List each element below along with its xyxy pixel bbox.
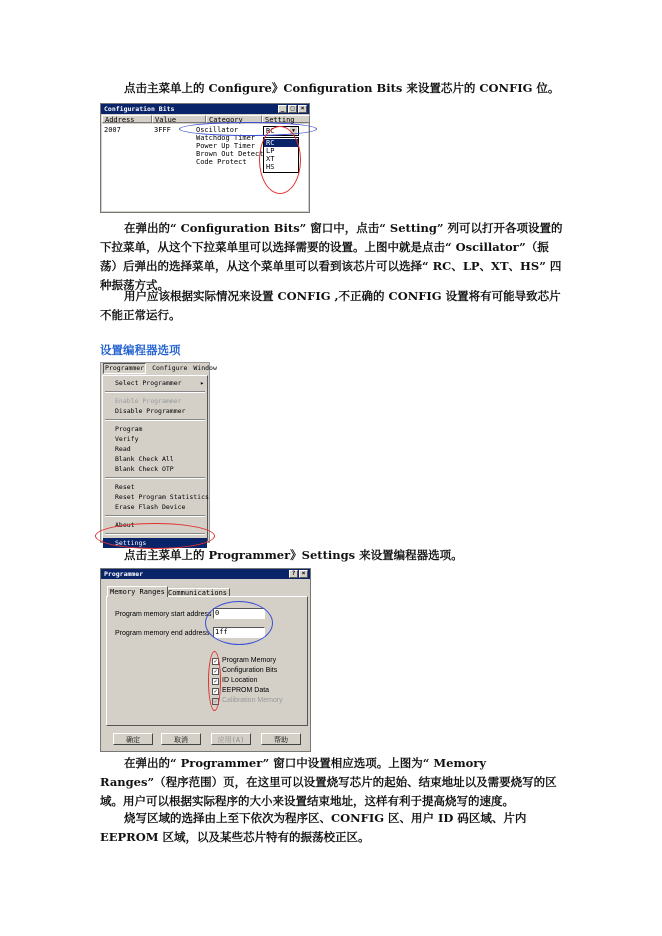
eeprom-data-checkbox[interactable]: ✓ [213, 688, 218, 695]
menu-configure[interactable]: Configure [152, 364, 188, 372]
category-watchdog[interactable]: Watchdog Timer [196, 134, 256, 142]
menu-item-program[interactable]: Program [115, 425, 143, 433]
start-address-input[interactable]: 0 [213, 608, 265, 619]
tab-panel [106, 596, 308, 726]
para-intro-config: 点击主菜单上的 Configure》Configuration Bits 来设置芯片的 CONFIG 位。 [124, 81, 560, 95]
option-rc[interactable]: RC [264, 139, 298, 147]
category-oscillator[interactable]: Oscillator [196, 126, 239, 134]
category-powerup[interactable]: Power Up Timer [196, 142, 256, 150]
cell-value: 3FFF [154, 126, 171, 134]
maximize-button[interactable]: □ [288, 105, 297, 113]
menu-item-disable-programmer[interactable]: Disable Programmer [115, 407, 186, 415]
config-titlebar [101, 104, 309, 114]
program-memory-label: Program Memory [222, 657, 277, 664]
header-value[interactable]: Value [152, 115, 206, 123]
close-button[interactable]: × [298, 105, 307, 113]
start-address-label: Program memory start address [115, 611, 212, 618]
apply-button: 应用(A) [211, 733, 251, 745]
close-button[interactable]: × [299, 570, 308, 578]
config-bits-window [100, 103, 310, 213]
programmer-title: Programmer [104, 570, 144, 578]
minimize-button[interactable]: _ [278, 105, 287, 113]
para-config-warning: 用户应该根据实际情况来设置 CONFIG ,不正确的 CONFIG 设置将有可能导致芯片不能正常运行。 [100, 289, 561, 322]
ok-button[interactable]: 确定 [113, 733, 153, 745]
menu-programmer[interactable]: Programmer [105, 364, 145, 372]
category-codeprotect[interactable]: Code Protect [196, 158, 247, 166]
para-config-explain: 在弹出的“ Configuration Bits” 窗口中，点击“ Setting” 列可以打开各项设置的下拉菜单，从这个下拉菜单里可以选择需要的设置。上图中就是点击“ Oscillator”（振荡）后弹出的选择菜单，从这个菜单里可以看到该芯片可以选择“ RC、LP、XT、HS” 四种振荡方式。 [100, 221, 563, 292]
header-category[interactable]: Category [206, 115, 262, 123]
setting-select[interactable] [263, 126, 299, 136]
tab-communications[interactable]: Communications [165, 588, 230, 597]
eeprom-data-label: EEPROM Data [222, 687, 270, 694]
menu-window[interactable]: Window [193, 364, 217, 372]
category-brownout[interactable]: Brown Out Detect [196, 150, 264, 158]
option-lp[interactable]: LP [266, 147, 275, 155]
menu-separator [105, 533, 205, 535]
para-memory-ranges: 在弹出的“ Programmer” 窗口中设置相应选项。上图为“ Memory Ranges”（程序范围）页，在这里可以设置烧写芯片的起始、结束地址以及需要烧写的区域。用户可以根据实际程序的大小来设置结束地址，这样有利于提高烧写的速度。 [100, 756, 557, 808]
cancel-button[interactable]: 取消 [161, 733, 201, 745]
menu-item-verify[interactable]: Verify [115, 435, 139, 443]
dropdown-arrow-icon[interactable]: ▼ [291, 128, 295, 134]
header-address[interactable]: Address [102, 115, 152, 123]
option-xt[interactable]: XT [266, 155, 275, 163]
end-address-input[interactable]: 1ff [213, 627, 265, 638]
menu-separator [105, 419, 205, 421]
section-heading: 设置编程器选项 [100, 343, 181, 357]
menu-item-about[interactable]: About [115, 521, 135, 529]
help-icon[interactable]: ? [289, 570, 298, 578]
menu-item-select-programmer[interactable] [103, 378, 207, 388]
menu-separator [105, 515, 205, 517]
option-hs[interactable]: HS [266, 163, 275, 171]
menu-item-enable-programmer: Enable Programmer [115, 397, 182, 405]
setting-value: RC [266, 127, 275, 135]
programmer-window [100, 568, 311, 752]
para-programmer-settings: 点击主菜单上的 Programmer》Settings 来设置编程器选项。 [124, 548, 463, 562]
config-header-row [102, 115, 308, 124]
header-setting[interactable]: Setting [262, 115, 310, 123]
configuration-bits-checkbox[interactable]: ✓ [213, 668, 218, 675]
help-button[interactable]: 帮助 [261, 733, 301, 745]
end-address-label: Program memory end address [115, 630, 210, 637]
menu-item-blank-check-otp[interactable]: Blank Check OTP [115, 465, 174, 473]
configuration-bits-label: Configuration Bits [222, 667, 278, 674]
menu-separator [105, 477, 205, 479]
config-list [102, 124, 308, 211]
menu-item-reset[interactable]: Reset [115, 483, 135, 491]
select-programmer-label: Select Programmer [115, 379, 182, 387]
id-location-label: ID Location [222, 677, 258, 684]
calibration-memory-checkbox: ✓ [213, 698, 218, 705]
cell-address: 2007 [104, 126, 121, 134]
menu-item-reset-statistics[interactable]: Reset Program Statistics [115, 493, 209, 501]
program-memory-checkbox[interactable]: ✓ [213, 658, 218, 665]
config-title: Configuration Bits [104, 105, 175, 113]
menu-dropdown [102, 375, 209, 547]
programmer-titlebar [101, 569, 310, 579]
menu-item-read[interactable]: Read [115, 445, 131, 453]
calibration-memory-label: Calibration Memory [222, 697, 283, 704]
id-location-checkbox[interactable]: ✓ [213, 678, 218, 685]
programmer-menu-window [100, 362, 217, 547]
menu-bar [101, 363, 217, 374]
menu-separator [105, 391, 205, 393]
submenu-arrow-icon: ▸ [200, 379, 204, 387]
menu-item-blank-check-all[interactable]: Blank Check All [115, 455, 174, 463]
para-burn-regions: 烧写区域的选择由上至下依次为程序区、CONFIG 区、用户 ID 码区域、片内 EEPROM 区域，以及某些芯片特有的振荡校正区。 [100, 811, 527, 844]
menu-item-erase-flash[interactable]: Erase Flash Device [115, 503, 186, 511]
menu-item-settings[interactable]: Settings [103, 538, 207, 548]
setting-dropdown-list [263, 137, 299, 173]
tab-memory-ranges[interactable]: Memory Ranges [107, 586, 168, 597]
